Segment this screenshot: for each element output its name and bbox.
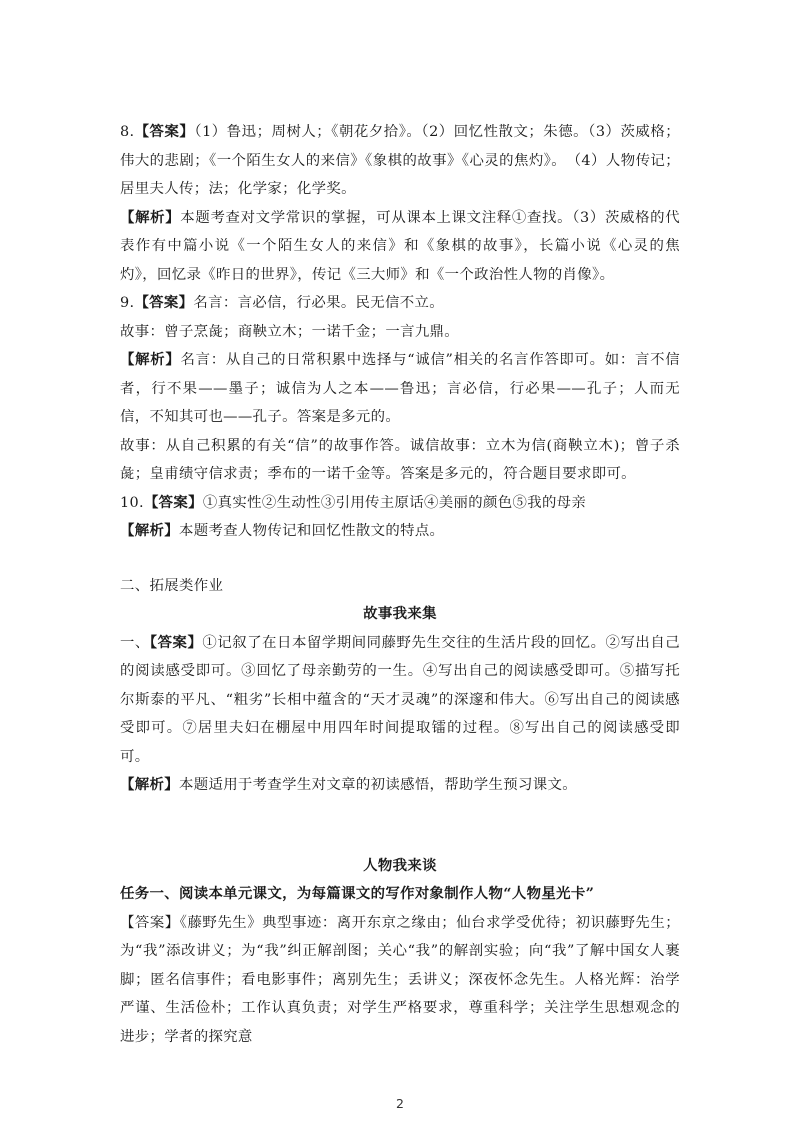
- text-run: 名言：言必信，行必果。民无信不立。: [193, 295, 444, 311]
- text-run: 本题考查对文学常识的掌握，可从课本上课文注释①查找。（3）茨威格的代表作有中篇小说《一个陌生女人的来信》和《象棋的故事》，长篇小说《心灵的焦灼》，回忆录《昨日的世界》，传记《三大师》和《一个政治性人物的肖像》。: [120, 209, 680, 283]
- answer-8: [120, 118, 680, 204]
- text-run: 本题适用于考查学生对文章的初读感悟，帮助学生预习课文。: [178, 777, 577, 793]
- answer-9-story: 故事：曾子烹彘；商鞅立木；一诺千金；一言九鼎。: [120, 323, 460, 340]
- analysis-9: [120, 346, 680, 432]
- text-run: 10.: [120, 494, 144, 511]
- subsection-title-people: 人物我来谈: [363, 856, 437, 874]
- analysis-9-story: 故事：从自己积累的有关“信”的故事作答。诚信故事：立木为信(商鞅立木)；曾子杀彘；皇甫绩守信求责；季布的一诺千金等。答案是多元的，符合题目要求即可。: [120, 437, 680, 482]
- text-run: ①真实性②生动性③引用传主原话④美丽的颜色⑤我的母亲: [202, 494, 587, 511]
- text-run: 一、: [120, 634, 150, 651]
- task-one-title: 任务一、阅读本单元课文，为每篇课文的写作对象制作人物“人物星光卡”: [120, 885, 595, 902]
- analysis-10: [120, 517, 680, 546]
- text-run: ①记叙了在日本留学期间同藤野先生交往的生活片段的回忆。②写出自己的阅读感受即可。③回忆了母亲勤劳的一生。④写出自己的阅读感受即可。⑤描写托尔斯泰的平凡、“粗劣”长相中蕴含的“天才灵魂”的深邃和伟大。⑥写出自己的阅读感受即可。⑦居里夫妇在棚屋中用四年时间提取镭的过程。⑧写出自己的阅读感受即可。: [120, 634, 681, 765]
- answer-10: [120, 489, 680, 518]
- text-run: 《藤野先生》典型事迹：离开东京之缘由；仙台求学受优待；初识藤野先生；为“我”添改讲义；为“我”纠正解剖图；关心“我”的解剖实验；向“我”了解中国女人裹脚；匿名信事件；看电影事件；离别先生；丢讲义；深夜怀念先生。人格光辉：治学严谨、生活俭朴；工作认真负责；对学生严格要求，尊重科学；关注学生思想观念的进步；学者的探究意: [120, 914, 681, 1045]
- spacer: [120, 800, 680, 852]
- task-one-answer: [120, 909, 680, 1052]
- text-run: （1）鲁迅；周树人；《朝花夕拾》。（2）回忆性散文；朱德。（3）茨威格；伟大的悲剧；《一个陌生女人的来信》《象棋的故事》《心灵的焦灼》。 （4）人物传记；居里夫人传；法；化学家；化学奖。: [120, 124, 680, 197]
- bold-label: 【解析】: [120, 522, 179, 539]
- bold-label: 【答案】: [134, 294, 194, 311]
- bold-label: 【解析】: [120, 351, 181, 368]
- page-content: [120, 118, 680, 1051]
- bold-label: 【解析】: [120, 776, 179, 793]
- analysis-8: [120, 204, 680, 290]
- text-run: 8.: [120, 124, 135, 140]
- text-run: 【答案】: [120, 914, 180, 931]
- bold-label: 【答案】: [149, 633, 203, 651]
- bold-label: 【答案】: [143, 493, 203, 511]
- section-heading: 二、拓展类作业: [120, 577, 224, 594]
- bold-label: 【解析】: [120, 208, 181, 226]
- bold-label: 【答案】: [134, 123, 195, 140]
- spacer: [120, 546, 680, 572]
- text-run: 名言：从自己的日常积累中选择与“诚信”相关的名言作答即可。如：言不信者，行不果——墨子；诚信为人之本——鲁迅；言必信，行必果——孔子；人而无信，不知其可也——孔子。答案是多元的。: [120, 352, 680, 425]
- answer-stories: [120, 629, 680, 772]
- answer-9: [120, 289, 680, 318]
- analysis-stories: [120, 771, 680, 800]
- text-run: 9.: [120, 295, 135, 311]
- text-run: 本题考查人物传记和回忆性散文的特点。: [178, 523, 445, 539]
- subsection-title-stories: 故事我来集: [363, 605, 437, 622]
- page-number: 2: [396, 1096, 404, 1111]
